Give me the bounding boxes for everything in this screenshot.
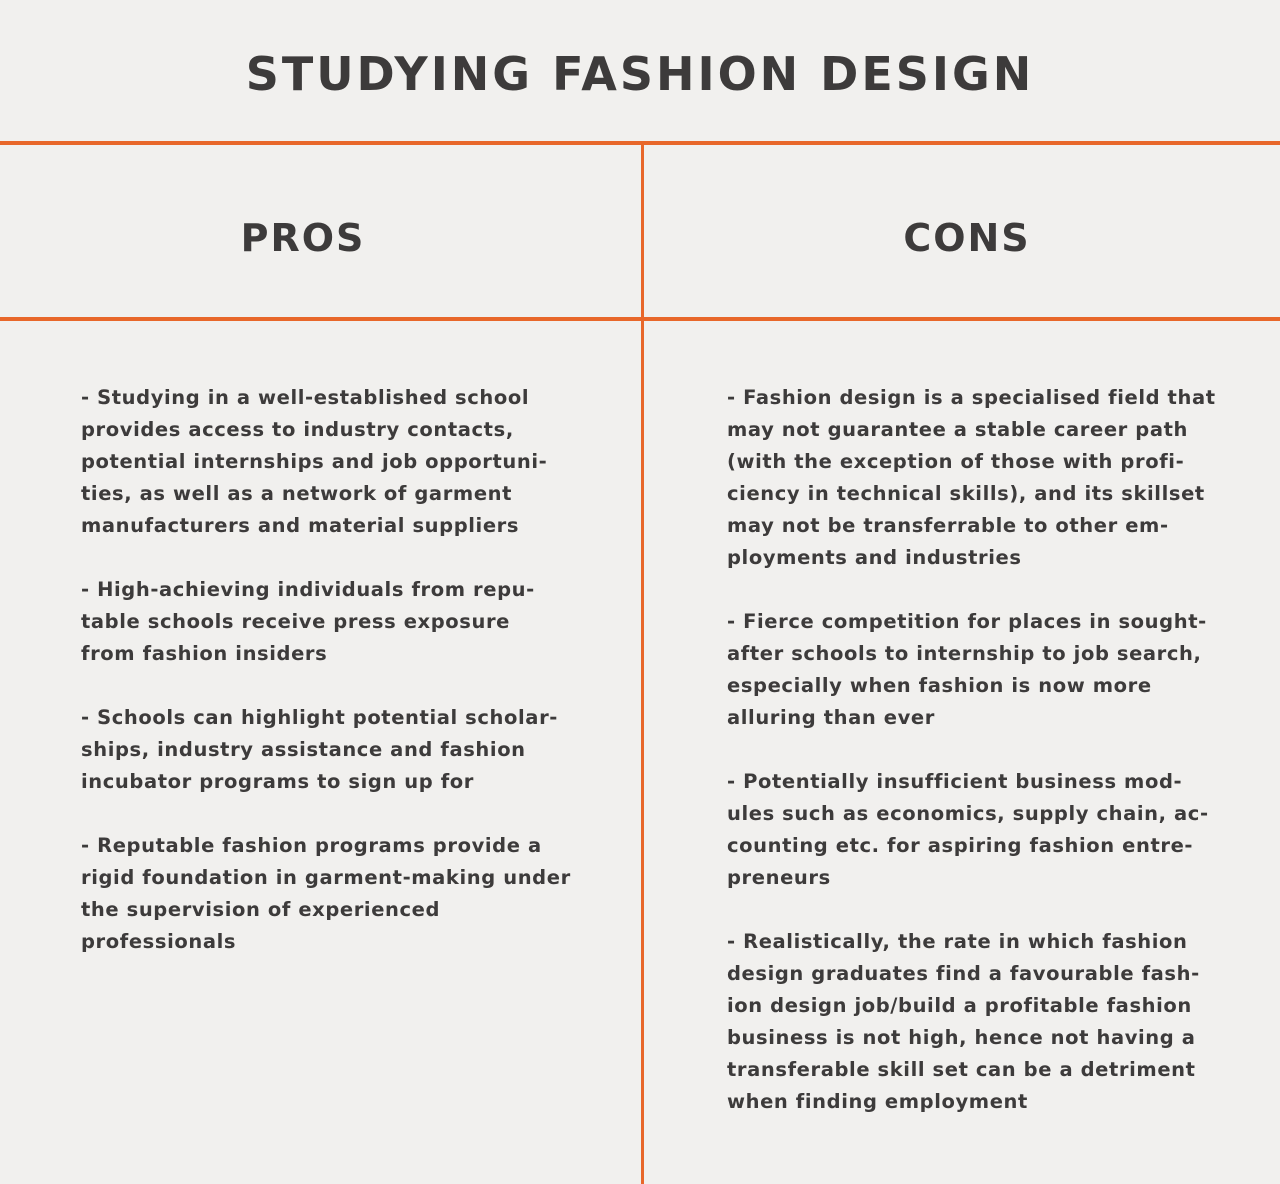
pros-item: - Schools can highlight potential scholar-ships, industry assistance and fashion incubator programs to sign up for (81, 706, 558, 793)
cons-heading: CONS (903, 216, 1031, 260)
pros-item: - High-achieving individuals from repu-table schools receive press exposure from fashion insiders (81, 578, 535, 665)
column-divider (641, 143, 644, 1184)
cons-item: - Potentially insufficient business mod-ules such as economics, supply chain, ac-counting etc. for aspiring fashion entre-preneurs (727, 770, 1209, 889)
pros-list (81, 382, 571, 990)
cons-item: - Realistically, the rate in which fashion design graduates find a favourable fash-ion design job/build a profitable fashion business is not high, hence not having a transferable skill set can be a detriment when finding employment (727, 930, 1200, 1113)
top-divider (0, 141, 1280, 145)
pros-item: - Studying in a well-established school provides access to industry contacts, potential internships and job opportuni-ties, as well as a network of garment manufacturers and material suppliers (81, 386, 548, 537)
page-title: STUDYING FASHION DESIGN (245, 47, 1035, 101)
cons-item: - Fierce competition for places in sought-after schools to internship to job search, especially when fashion is now more alluring than ever (727, 610, 1207, 729)
header-divider (0, 317, 1280, 321)
pros-heading: PROS (240, 216, 366, 260)
pros-item: - Reputable fashion programs provide a rigid foundation in garment-making under the supervision of experienced professionals (81, 834, 571, 953)
cons-item: - Fashion design is a specialised field that may not guarantee a stable career path (with the exception of those with profi-ciency in technical skills), and its skillset may not be transferrable to other em-ployments and industries (727, 386, 1216, 569)
cons-list (727, 382, 1227, 1150)
